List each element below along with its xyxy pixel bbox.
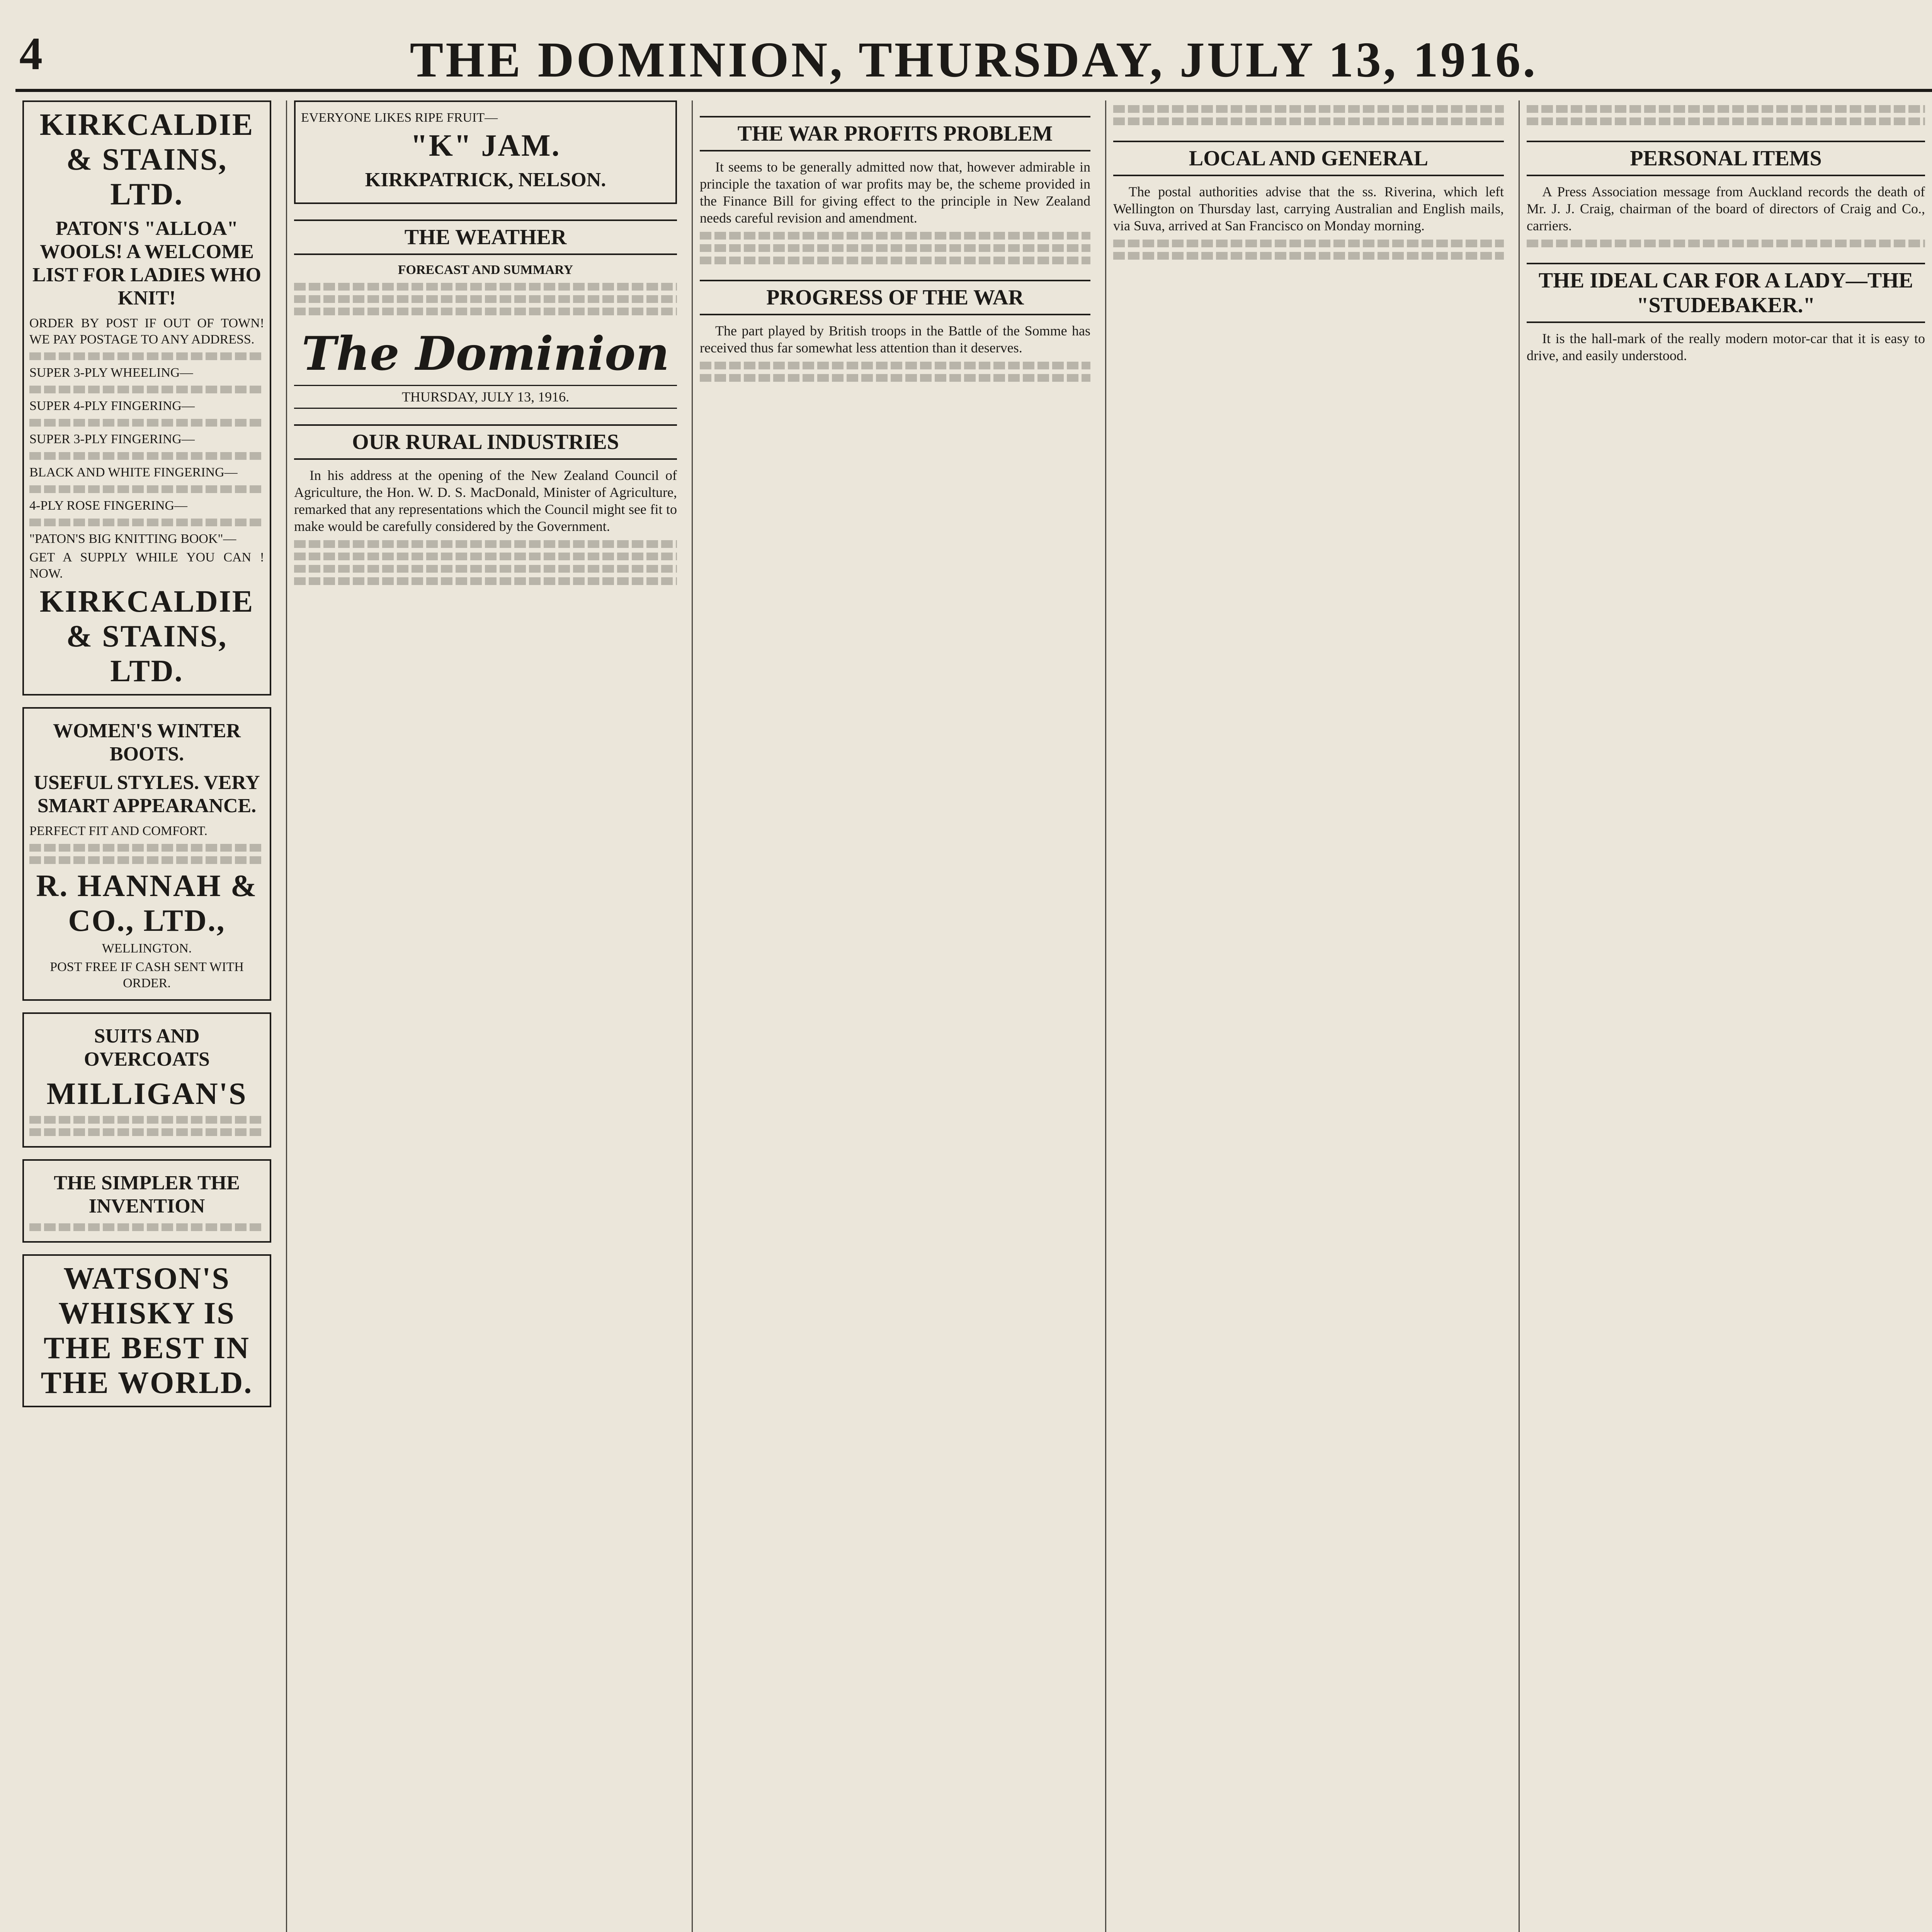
ad-watsons-whisky bbox=[22, 1254, 271, 1407]
ad-line: WELLINGTON. bbox=[102, 941, 192, 956]
column-advertisements bbox=[15, 100, 278, 1932]
ad-line: ORDER BY POST IF OUT OF TOWN! WE PAY POSTAGE TO ANY ADDRESS. bbox=[29, 316, 264, 347]
article-heading: PROGRESS OF THE WAR bbox=[700, 280, 1090, 315]
text-line bbox=[700, 362, 1090, 369]
ad-title: KIRKCALDIE & STAINS, LTD. bbox=[39, 108, 254, 211]
newspaper-nameplate: The Dominion bbox=[301, 327, 670, 381]
article-heading: THE WAR PROFITS PROBLEM bbox=[700, 116, 1090, 151]
column-war bbox=[692, 100, 1097, 1932]
ad-line: BLACK AND WHITE FINGERING— bbox=[29, 465, 238, 480]
text-line bbox=[29, 1116, 264, 1124]
text-line bbox=[294, 283, 677, 291]
text-line bbox=[700, 232, 1090, 240]
ad-line: "PATON'S BIG KNITTING BOOK"— bbox=[29, 532, 236, 546]
text-line bbox=[294, 540, 677, 548]
text-line bbox=[1113, 105, 1504, 113]
article-paragraph: The part played by British troops in the Battle of the Somme has received thus far somewhat less attention than it deserves. bbox=[700, 323, 1090, 355]
ad-title: WATSON'S WHISKY IS THE BEST IN THE WORLD. bbox=[41, 1262, 253, 1400]
dateline: THURSDAY, JULY 13, 1916. bbox=[294, 385, 677, 409]
page-number: 4 bbox=[19, 28, 43, 79]
ad-milligans bbox=[22, 1012, 271, 1148]
text-line bbox=[700, 244, 1090, 252]
column-personal bbox=[1519, 100, 1932, 1932]
text-line bbox=[29, 452, 264, 460]
text-line bbox=[294, 577, 677, 585]
ad-line: SUPER 3-PLY FINGERING— bbox=[29, 432, 195, 446]
ad-winter-boots bbox=[22, 707, 271, 1001]
weather-heading: THE WEATHER bbox=[294, 219, 677, 255]
ad-headline: THE SIMPLER THE INVENTION bbox=[54, 1172, 240, 1217]
text-line bbox=[294, 295, 677, 303]
text-line bbox=[29, 485, 264, 493]
text-line bbox=[294, 565, 677, 573]
column-editorial bbox=[286, 100, 684, 1932]
ad-line: SUPER 4-PLY FINGERING— bbox=[29, 399, 195, 413]
text-line bbox=[1527, 105, 1925, 113]
ad-line: SUPER 3-PLY WHEELING— bbox=[29, 366, 193, 380]
ad-title: KIRKCALDIE & STAINS, LTD. bbox=[39, 585, 254, 688]
text-line bbox=[29, 856, 264, 864]
leader-heading: OUR RURAL INDUSTRIES bbox=[294, 424, 677, 460]
ad-invention bbox=[22, 1159, 271, 1243]
ad-subheadline: USEFUL STYLES. VERY SMART APPEARANCE. bbox=[34, 772, 260, 817]
ad-line: GET A SUPPLY WHILE YOU CAN ! NOW. bbox=[29, 550, 264, 581]
article-heading: PERSONAL ITEMS bbox=[1527, 141, 1925, 176]
article-paragraph: The postal authorities advise that the ss. Riverina, which left Wellington on Thursday last, carrying Australian and English mails, via Suva, arrived at San Francisco on Monday morning. bbox=[1113, 184, 1504, 233]
article-paragraph: It is the hall-mark of the really modern motor-car that it is easy to drive, and easily understood. bbox=[1527, 331, 1925, 363]
text-line bbox=[1113, 252, 1504, 260]
text-line bbox=[1113, 240, 1504, 247]
ad-headline: WOMEN'S WINTER BOOTS. bbox=[53, 720, 241, 765]
ad-title: "K" JAM. bbox=[410, 129, 561, 163]
text-line bbox=[294, 553, 677, 560]
text-line bbox=[1527, 240, 1925, 247]
article-paragraph: It seems to be generally admitted now that, however admirable in principle the taxation of war profits may be, the scheme provided in the Finance Bill for giving effect to the principle in New Zealand needs careful revision and amendment. bbox=[700, 159, 1090, 226]
text-line bbox=[1527, 117, 1925, 125]
text-line bbox=[1113, 117, 1504, 125]
article-heading: LOCAL AND GENERAL bbox=[1113, 141, 1504, 176]
weather-subheading: FORECAST AND SUMMARY bbox=[398, 263, 573, 277]
ad-line: POST FREE IF CASH SENT WITH ORDER. bbox=[50, 960, 244, 990]
ad-title: MILLIGAN'S bbox=[46, 1077, 247, 1111]
ad-line: EVERYONE LIKES RIPE FRUIT— bbox=[301, 111, 498, 125]
ad-subheadline: KIRKPATRICK, NELSON. bbox=[365, 169, 606, 191]
text-line bbox=[700, 257, 1090, 264]
page-title: THE DOMINION, THURSDAY, JULY 13, 1916. bbox=[410, 32, 1538, 88]
text-line bbox=[29, 352, 264, 360]
ad-title: R. HANNAH & CO., LTD., bbox=[36, 869, 258, 938]
ad-headline: PATON'S "ALLOA" WOOLS! A WELCOME LIST FOR LADIES WHO KNIT! bbox=[32, 218, 261, 309]
column-local bbox=[1105, 100, 1511, 1932]
text-line bbox=[29, 1223, 264, 1231]
text-line bbox=[29, 419, 264, 427]
text-line bbox=[700, 374, 1090, 382]
ad-headline: SUITS AND OVERCOATS bbox=[84, 1025, 210, 1070]
text-line bbox=[294, 308, 677, 315]
article-paragraph: A Press Association message from Auckland records the death of Mr. J. J. Craig, chairman of the board of directors of Craig and Co., carriers. bbox=[1527, 184, 1925, 233]
ad-line: 4-PLY ROSE FINGERING— bbox=[29, 498, 188, 513]
masthead bbox=[15, 12, 1932, 92]
text-line bbox=[29, 844, 264, 852]
text-line bbox=[29, 1128, 264, 1136]
article-heading: THE IDEAL CAR FOR A LADY—THE "STUDEBAKER." bbox=[1527, 263, 1925, 323]
text-line bbox=[29, 519, 264, 526]
article-paragraph: In his address at the opening of the New Zealand Council of Agriculture, the Hon. W. D. S. MacDonald, Minister of Agriculture, remarked that any representations which the Council might see fit to make would be carefully considered by the Government. bbox=[294, 468, 677, 534]
ad-kirkcaldie-wools bbox=[22, 100, 271, 696]
ad-k-jam bbox=[294, 100, 677, 204]
ad-line: PERFECT FIT AND COMFORT. bbox=[29, 824, 207, 838]
newspaper-columns bbox=[15, 100, 1932, 1932]
text-line bbox=[29, 386, 264, 393]
